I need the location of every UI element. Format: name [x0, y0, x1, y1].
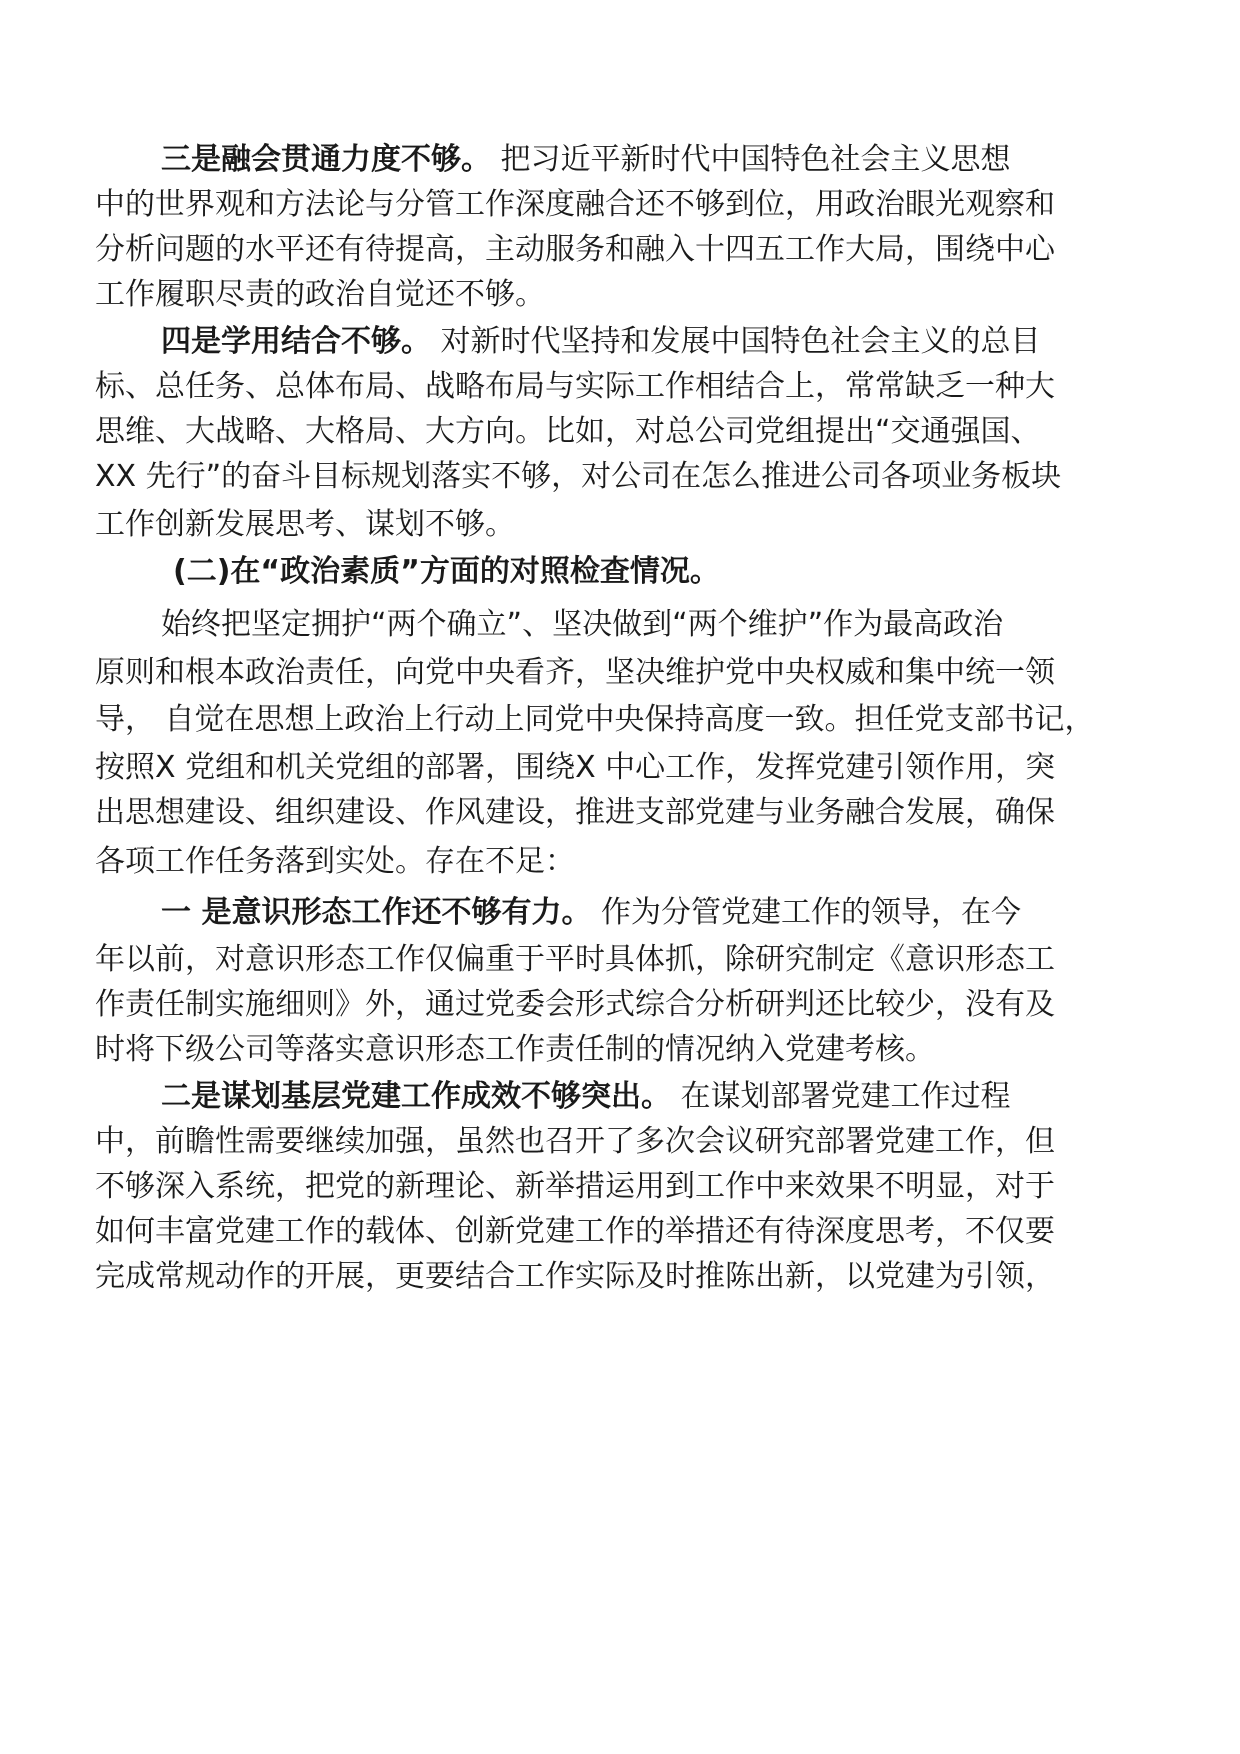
- paragraph-line: 导， 自觉在思想上政治上行动上同党中央保持高度一致。担任党支部书记，: [95, 702, 1095, 737]
- paragraph-line: 思维、大战略、大格局、大方向。比如，对总公司党组提出“交通强国、: [95, 414, 1041, 449]
- paragraph-line: 分析问题的水平还有待提高，主动服务和融入十四五工作大局，围绕中心: [95, 232, 1055, 267]
- paragraph-heading: 三是融会贯通力度不够。: [161, 142, 491, 177]
- paragraph-heading: 二是谋划基层党建工作成效不够突出。: [161, 1079, 671, 1114]
- paragraph-line: [161, 140, 1011, 180]
- paragraph-line: 完成常规动作的开展，更要结合工作实际及时推陈出新，以党建为引领，: [95, 1259, 1055, 1294]
- section-heading: (二)在“政治素质”方面的对照检查情况。: [173, 554, 720, 589]
- paragraph-line: 中，前瞻性需要继续加强，虽然也召开了多次会议研究部署党建工作，但: [95, 1124, 1055, 1159]
- paragraph-line: [161, 1077, 1011, 1117]
- paragraph-line: 标、总任务、总体布局、战略布局与实际工作相结合上，常常缺乏一种大: [95, 369, 1055, 404]
- paragraph-line: 工作创新发展思考、谋划不够。: [95, 507, 515, 542]
- paragraph-line: 出思想建设、组织建设、作风建设，推进支部党建与业务融合发展，确保: [95, 795, 1055, 830]
- paragraph-line: 不够深入系统，把党的新理论、新举措运用到工作中来效果不明显，对于: [95, 1169, 1055, 1204]
- paragraph-heading: 一 是意识形态工作还不够有力。: [161, 895, 592, 930]
- paragraph-line: 工作履职尽责的政治自觉还不够。: [95, 277, 545, 312]
- paragraph-text: 作为分管党建工作的领导，在今: [591, 895, 1021, 930]
- paragraph-line: 年以前，对意识形态工作仅偏重于平时具体抓，除研究制定《意识形态工: [95, 942, 1055, 977]
- paragraph-line: 作责任制实施细则》外，通过党委会形式综合分析研判还比较少，没有及: [95, 987, 1055, 1022]
- paragraph-line: 如何丰富党建工作的载体、创新党建工作的举措还有待深度思考，不仅要: [95, 1214, 1055, 1249]
- paragraph-text: 对新时代坚持和发展中国特色社会主义的总目: [431, 324, 1041, 359]
- paragraph-line: 各项工作任务落到实处。存在不足：: [95, 844, 575, 879]
- paragraph-line: 时将下级公司等落实意识形态工作责任制的情况纳入党建考核。: [95, 1032, 935, 1067]
- paragraph-line: [161, 893, 1021, 933]
- paragraph-line: 始终把坚定拥护“两个确立”、坚决做到“两个维护”作为最高政治: [161, 607, 1004, 642]
- paragraph-heading: 四是学用结合不够。: [161, 324, 431, 359]
- paragraph-line: XX 先行”的奋斗目标规划落实不够，对公司在怎么推进公司各项业务板块: [95, 459, 1062, 494]
- paragraph-line: 原则和根本政治责任，向党中央看齐，坚决维护党中央权威和集中统一领: [95, 655, 1055, 690]
- paragraph-line: 按照X 党组和机关党组的部署，围绕X 中心工作，发挥党建引领作用，突: [95, 750, 1056, 785]
- paragraph-line: 中的世界观和方法论与分管工作深度融合还不够到位，用政治眼光观察和: [95, 187, 1055, 222]
- paragraph-line: [161, 322, 1041, 362]
- paragraph-text: 在谋划部署党建工作过程: [671, 1079, 1011, 1114]
- paragraph-text: 把习近平新时代中国特色社会主义思想: [491, 142, 1011, 177]
